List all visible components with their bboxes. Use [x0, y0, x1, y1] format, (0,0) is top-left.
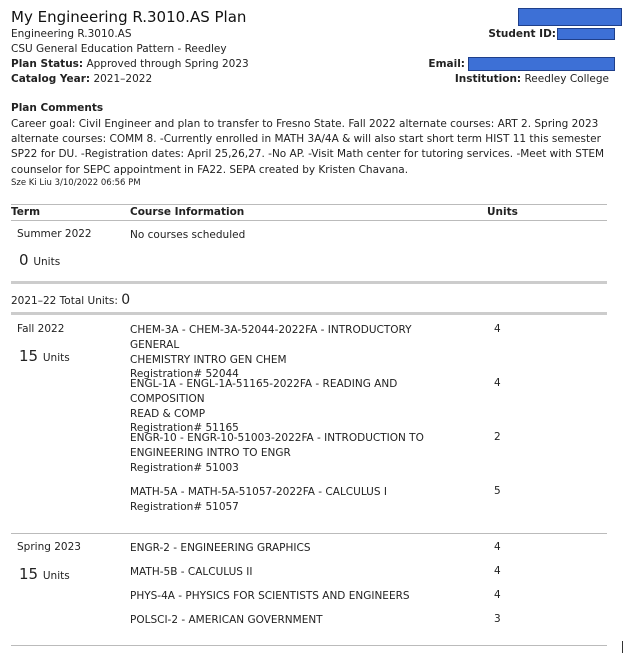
- divider: [11, 645, 607, 646]
- course-title: ENGR-10 - ENGR-10-51003-2022FA - INTRODUCTION TO: [130, 432, 424, 444]
- divider: [11, 220, 607, 221]
- units-label: Units: [42, 570, 70, 582]
- course-math-5a: [130, 485, 460, 515]
- year-total-value: 0: [121, 292, 131, 308]
- registration-number: Registration# 51165: [130, 422, 239, 435]
- col-units-header: Units: [487, 206, 518, 218]
- units-label: Units: [42, 352, 70, 364]
- term-summer: Summer 2022: [17, 228, 92, 240]
- fall-units: [19, 347, 70, 365]
- course-math-5b: MATH-5B - CALCULUS II: [130, 566, 253, 578]
- summer-units: [19, 251, 60, 269]
- no-courses-note: No courses scheduled: [130, 229, 246, 241]
- course-phys-4a: PHYS-4A - PHYSICS FOR SCIENTISTS AND ENGINEERS: [130, 590, 410, 602]
- registration-number: Registration# 51003: [130, 461, 239, 474]
- redacted-student-id: [557, 28, 615, 40]
- col-term-header: Term: [11, 206, 41, 218]
- comments-heading: Plan Comments: [11, 102, 104, 114]
- term-fall: Fall 2022: [17, 323, 65, 335]
- comments-text: Career goal: Civil Engineer and plan to transfer to Fresno State. Fall 2022 alternate courses: ART 2. Spring 2023 alternate courses: COMM 8. -Currently enrolled in MATH 3A/4A & will also start short term HIST 11 this semester SP22 for DU. -Registration dates: April 25,26,27. -No AP. -Visit Math center for tutoring services. -Meet with STEM counselor for SEPC appointment in FA22. SEPA created by Kristen Chavana.: [11, 118, 605, 176]
- plan-status-label: Plan Status:: [11, 58, 84, 70]
- term-spring: Spring 2023: [17, 541, 81, 553]
- course-units: 4: [494, 377, 501, 389]
- text-cursor: [622, 641, 623, 653]
- registration-number: Registration# 51057: [130, 500, 239, 513]
- course-engr-10: [130, 431, 460, 475]
- redacted-name: [518, 8, 622, 26]
- course-units: 4: [494, 541, 501, 553]
- course-polsci-2: POLSCI-2 - AMERICAN GOVERNMENT: [130, 614, 323, 626]
- divider: [11, 533, 607, 534]
- divider: [11, 312, 607, 315]
- course-title-cont: CHEMISTRY INTRO GEN CHEM: [130, 353, 287, 366]
- course-title: MATH-5A - MATH-5A-51057-2022FA - CALCULUS I: [130, 486, 387, 498]
- registration-number: Registration# 52044: [130, 368, 239, 381]
- fall-units-value: 15: [19, 347, 39, 365]
- plan-status-value: Approved through Spring 2023: [83, 58, 249, 70]
- catalog-year-label: Catalog Year:: [11, 73, 91, 85]
- spring-units: [19, 565, 70, 583]
- col-course-header: Course Information: [130, 206, 245, 218]
- plan-code: Engineering R.3010.AS: [11, 28, 132, 40]
- email-label: Email:: [428, 58, 465, 70]
- student-id-label: Student ID:: [488, 28, 556, 40]
- course-chem-3a: [130, 323, 460, 382]
- course-units: 2: [494, 431, 501, 443]
- course-units: 4: [494, 589, 501, 601]
- comments-signature: Sze Ki Liu 3/10/2022 06:56 PM: [11, 178, 141, 188]
- course-engl-1a: [130, 377, 460, 436]
- course-title-cont: READ & COMP: [130, 407, 206, 420]
- institution-value: Reedley College: [521, 73, 609, 85]
- course-units: 3: [494, 613, 501, 625]
- redacted-email: [468, 57, 615, 71]
- page-title: My Engineering R.3010.AS Plan: [11, 8, 247, 26]
- summer-units-value: 0: [19, 251, 29, 269]
- course-title: ENGL-1A - ENGL-1A-51165-2022FA - READING AND COMPOSITION: [130, 378, 398, 405]
- course-units: 5: [494, 485, 501, 497]
- institution: [455, 72, 609, 87]
- course-units: 4: [494, 565, 501, 577]
- course-units: 4: [494, 323, 501, 335]
- year-total-label: 2021–22 Total Units:: [11, 295, 118, 307]
- year-total: [11, 292, 130, 308]
- course-title-cont: ENGINEERING INTRO TO ENGR: [130, 446, 291, 459]
- course-title: CHEM-3A - CHEM-3A-52044-2022FA - INTRODUCTORY GENERAL: [130, 324, 412, 351]
- divider: [11, 204, 607, 205]
- institution-label: Institution:: [454, 73, 522, 85]
- catalog-year: [11, 72, 152, 87]
- ge-pattern: CSU General Education Pattern - Reedley: [11, 43, 227, 55]
- spring-units-value: 15: [19, 565, 39, 583]
- catalog-year-value: 2021–2022: [90, 73, 153, 85]
- units-label: Units: [33, 256, 61, 268]
- plan-status: [11, 57, 249, 72]
- course-engr-2: ENGR-2 - ENGINEERING GRAPHICS: [130, 542, 311, 554]
- divider: [11, 281, 607, 284]
